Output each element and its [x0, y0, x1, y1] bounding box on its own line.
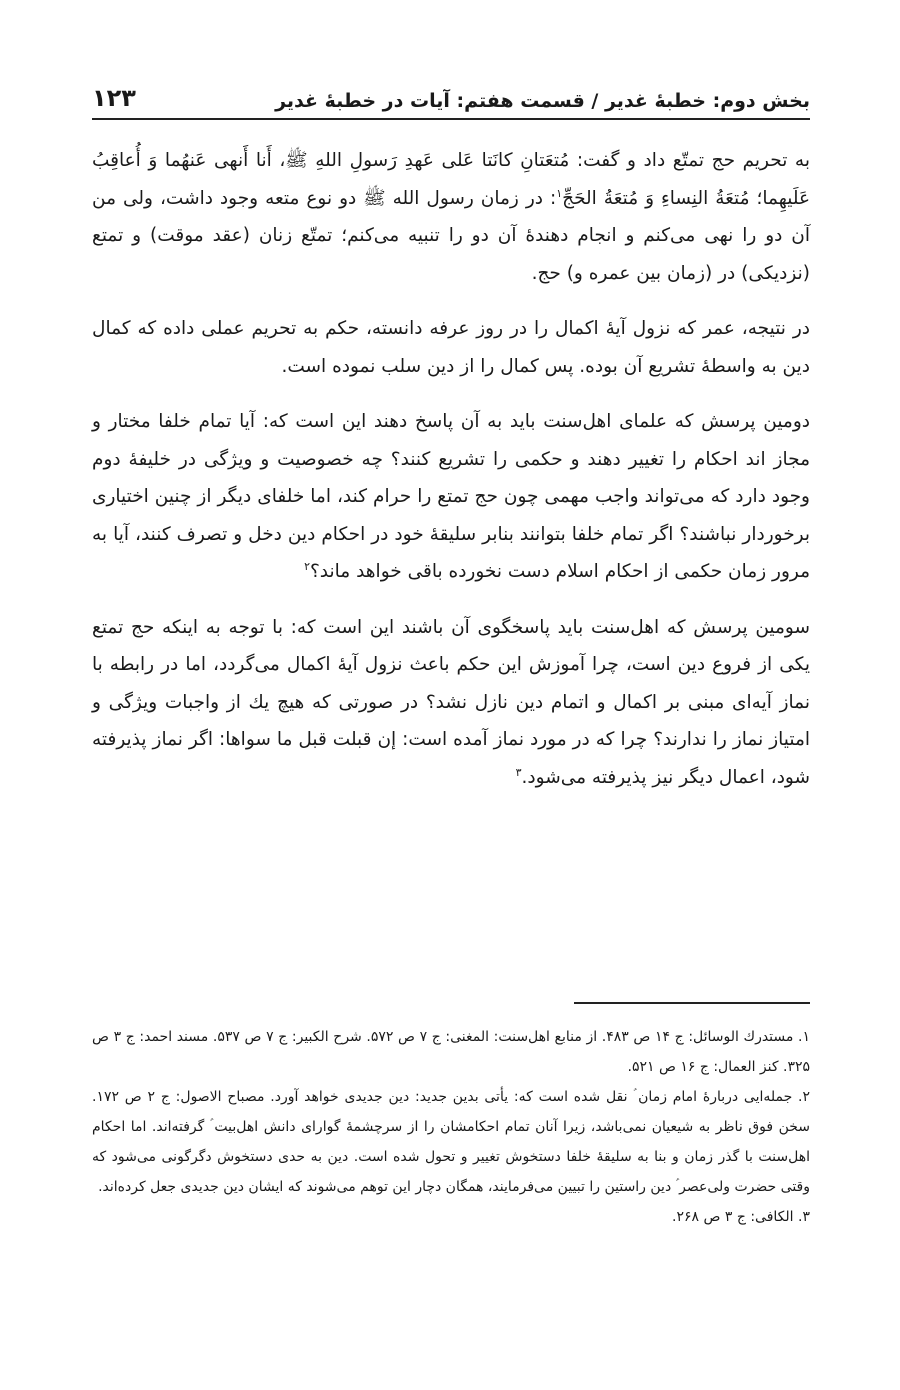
paragraph-text: در نتیجه، عمر كه نزول آیۀ اكمال را در روز عرفه دانسته، حكم به تحریم عملی داده كه كمال دین به واسطۀ تشریع آن بوده. پس كمال را از دین سلب نموده است.	[92, 318, 810, 377]
footnote-ref-2: ۲	[304, 559, 310, 573]
footnote-3: ۳. الكافی: ج ۳ ص ۲۶۸.	[672, 1209, 810, 1225]
footnote-1: ۱. مستدرك الوسائل: ج ۱۴ ص ۴۸۳. از منابع اهل‌سنت: المغنی: ج ۷ ص ۵۷۲. شرح الكبیر: ج ۷ ص ۵۳۷. مسند احمد: ج ۳ ص ۳۲۵. كنز العمال: ج ۱۶ ص ۵۲۱.	[92, 1029, 810, 1075]
footnote-rule	[574, 1002, 810, 1004]
paragraph-text: سومین پرسش كه اهل‌سنت باید پاسخگوی آن باشند این است كه: با توجه به اینكه حج تمتع یكی از فروع دین است، چرا آموزش این حكم باعث نزول آیۀ اكمال می‌گردد، اما در رابطه با نماز آیه‌ای مبنی بر اكمال و اتمام دین نازل نشد؟ در صورتی كه هیچ یك از واجبات ویژگی و امتیاز نماز را ندارند؟ چرا كه در مورد نماز آمده است: إن قبلت قبل ما سواها: اگر نماز پذیرفته شود، اعمال دیگر نیز پذیرفته می‌شود.	[92, 616, 810, 788]
body-text	[92, 142, 810, 814]
paragraph-1	[92, 142, 810, 292]
footnote-ref-1: ۱	[556, 186, 563, 200]
paragraph-4	[92, 609, 810, 797]
book-page	[92, 0, 810, 1390]
paragraph-text: دومین پرسش كه علمای اهل‌سنت باید به آن پاسخ دهند این است كه: آیا تمام خلفا مختار و مجاز اند احكام را تغییر دهند و حكمی را تشریع كنند؟ چه خصوصیت و ویژگی در خلیفۀ دوم وجود دارد كه می‌تواند واجب مهمی چون حج تمتع را حرام كند، اما خلفای دیگر از چنین اختیاری برخوردار نباشند؟ اگر تمام خلفا بتوانند بنابر سلیقۀ خود در احكام دین دخل و تصرف كنند، آیا به مرور زمان حكمی از احكام اسلام دست نخورده باقی خواهد ماند؟	[92, 411, 810, 582]
paragraph-tail: : در زمان رسول الله ﷺ دو نوع متعه وجود داشت، ولی من آن دو را نهی می‌کنم و انجام دهندۀ آن دو را تنبیه می‌کنم؛ تمتّع زنان (عقد موقت) و تمتع (نزدیكی) در (زمان بین عمره و) حج.	[92, 187, 810, 284]
footnotes	[92, 1022, 810, 1232]
page-number: ۱۲۳	[92, 84, 136, 112]
paragraph-3	[92, 403, 810, 591]
header-rule	[92, 118, 810, 120]
footnote-2: ۲. جمله‌ایی دربارۀ امام زمان ؑ نقل شده است كه: یأتی بدین جدید: دین جدیدی خواهد آورد. مصباح الاصول: ج ۲ ص ۱۷۲. سخن فوق ناظر به شیعیان نمی‌باشد، زیرا آنان تمام احكامشان را از سرچشمۀ گوارای دانش اهل‌بیت ؑ گرفته‌اند. اما احكام اهل‌سنت با گذر زمان و بنا به سلیقۀ خلفا دستخوش تغییر و تحول شده است. دین به حدی دستخوش دگرگونی می‌شود كه وقتی حضرت ولی‌عصر ؑ دین راستین را تبیین می‌فرمایند، همگان دچار این توهم می‌شوند كه ایشان دین جدیدی جعل كرده‌اند.	[92, 1089, 811, 1195]
footnote-ref-3: ۳	[515, 765, 522, 779]
running-header	[92, 72, 810, 112]
paragraph-text: به تحریم حج تمتّع داد و گفت: مُتعَتانِ كانَتا عَلی عَهدِ رَسولِ اللهِ ﷺ، أَنا أَنهی عَنهُما وَ أُعاقِبُ عَلَیهِما؛ مُتعَةُ النِساءِ وَ مُتعَةُ الحَجِّ	[92, 150, 810, 209]
paragraph-2	[92, 310, 810, 385]
header-title: بخش دوم: خطبۀ غدیر / قسمت هفتم: آیات در خطبۀ غدیر	[275, 90, 810, 112]
